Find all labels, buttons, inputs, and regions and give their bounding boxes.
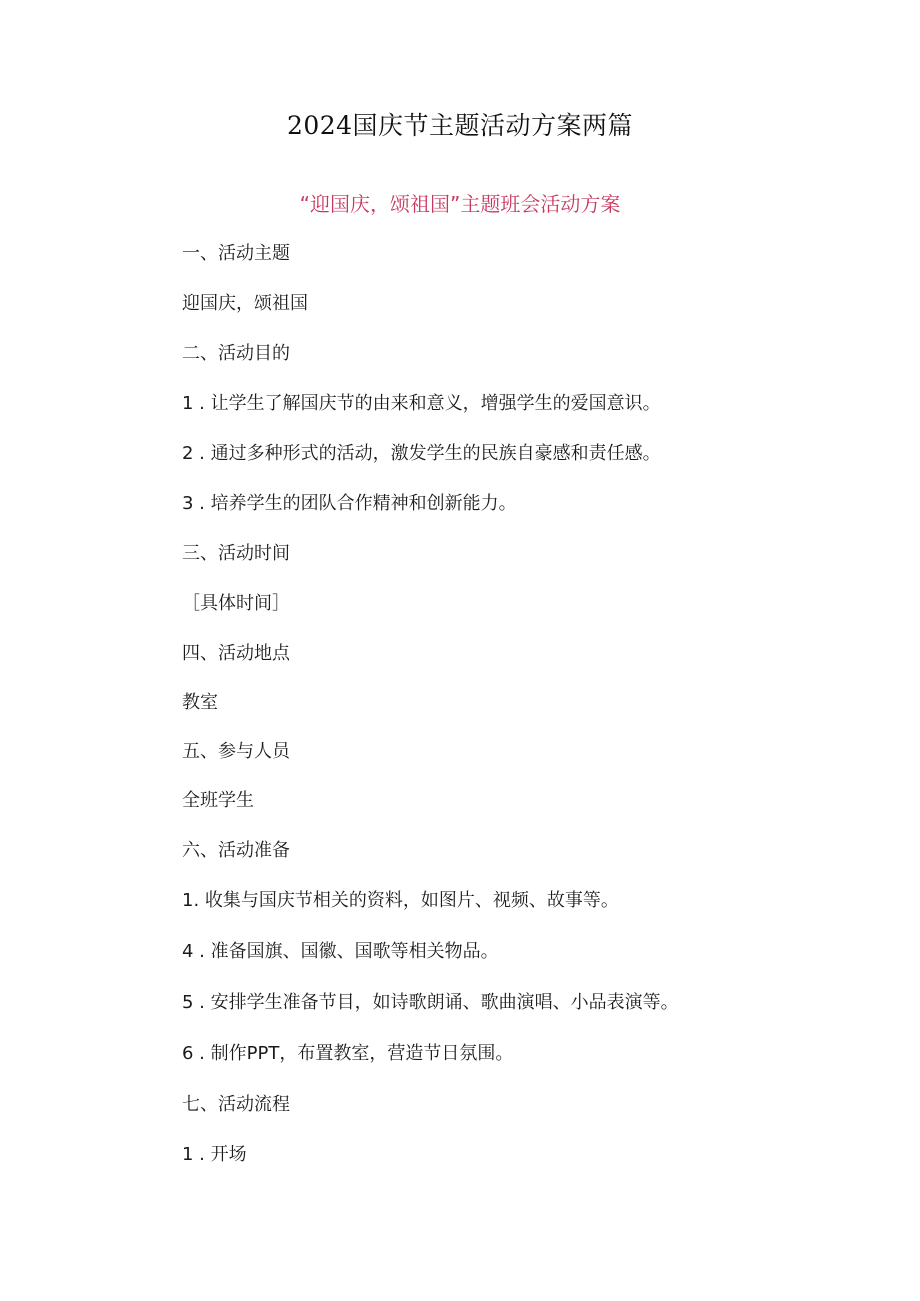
heading-preparation: 六、活动准备 [182,840,290,861]
heading-activity-time: 三、活动时间 [182,543,290,564]
heading-activity-purpose: 二、活动目的 [182,343,290,364]
list-item: 1. 收集与国庆节相关的资料，如图片、视频、故事等。 [182,890,619,911]
list-item: 6 . 制作PPT，布置教室，营造节日氛围。 [182,1043,514,1064]
list-item: 1 . 开场 [182,1144,247,1165]
list-item: 3 . 培养学生的团队合作精神和创新能力。 [182,493,517,514]
list-item: 5 . 安排学生准备节目，如诗歌朗诵、歌曲演唱、小品表演等。 [182,992,679,1013]
heading-activity-location: 四、活动地点 [182,643,290,664]
list-item: 4 . 准备国旗、国徽、国歌等相关物品。 [182,941,499,962]
paragraph-line: 全班学生 [182,790,254,811]
list-item: 2 . 通过多种形式的活动，激发学生的民族自豪感和责任感。 [182,443,661,464]
heading-activity-process: 七、活动流程 [182,1094,290,1115]
list-item: 1 . 让学生了解国庆节的由来和意义，增强学生的爱国意识。 [182,393,661,414]
heading-participants: 五、参与人员 [182,741,290,762]
document-title: 2024国庆节主题活动方案两篇 [286,111,634,140]
paragraph-line: 教室 [182,692,218,713]
section-title: “迎国庆，颂祖国”主题班会活动方案 [299,192,621,216]
paragraph-line: 迎国庆，颂祖国 [182,293,308,314]
heading-activity-theme: 一、活动主题 [182,243,290,264]
paragraph-line: ［具体时间］ [182,593,290,614]
